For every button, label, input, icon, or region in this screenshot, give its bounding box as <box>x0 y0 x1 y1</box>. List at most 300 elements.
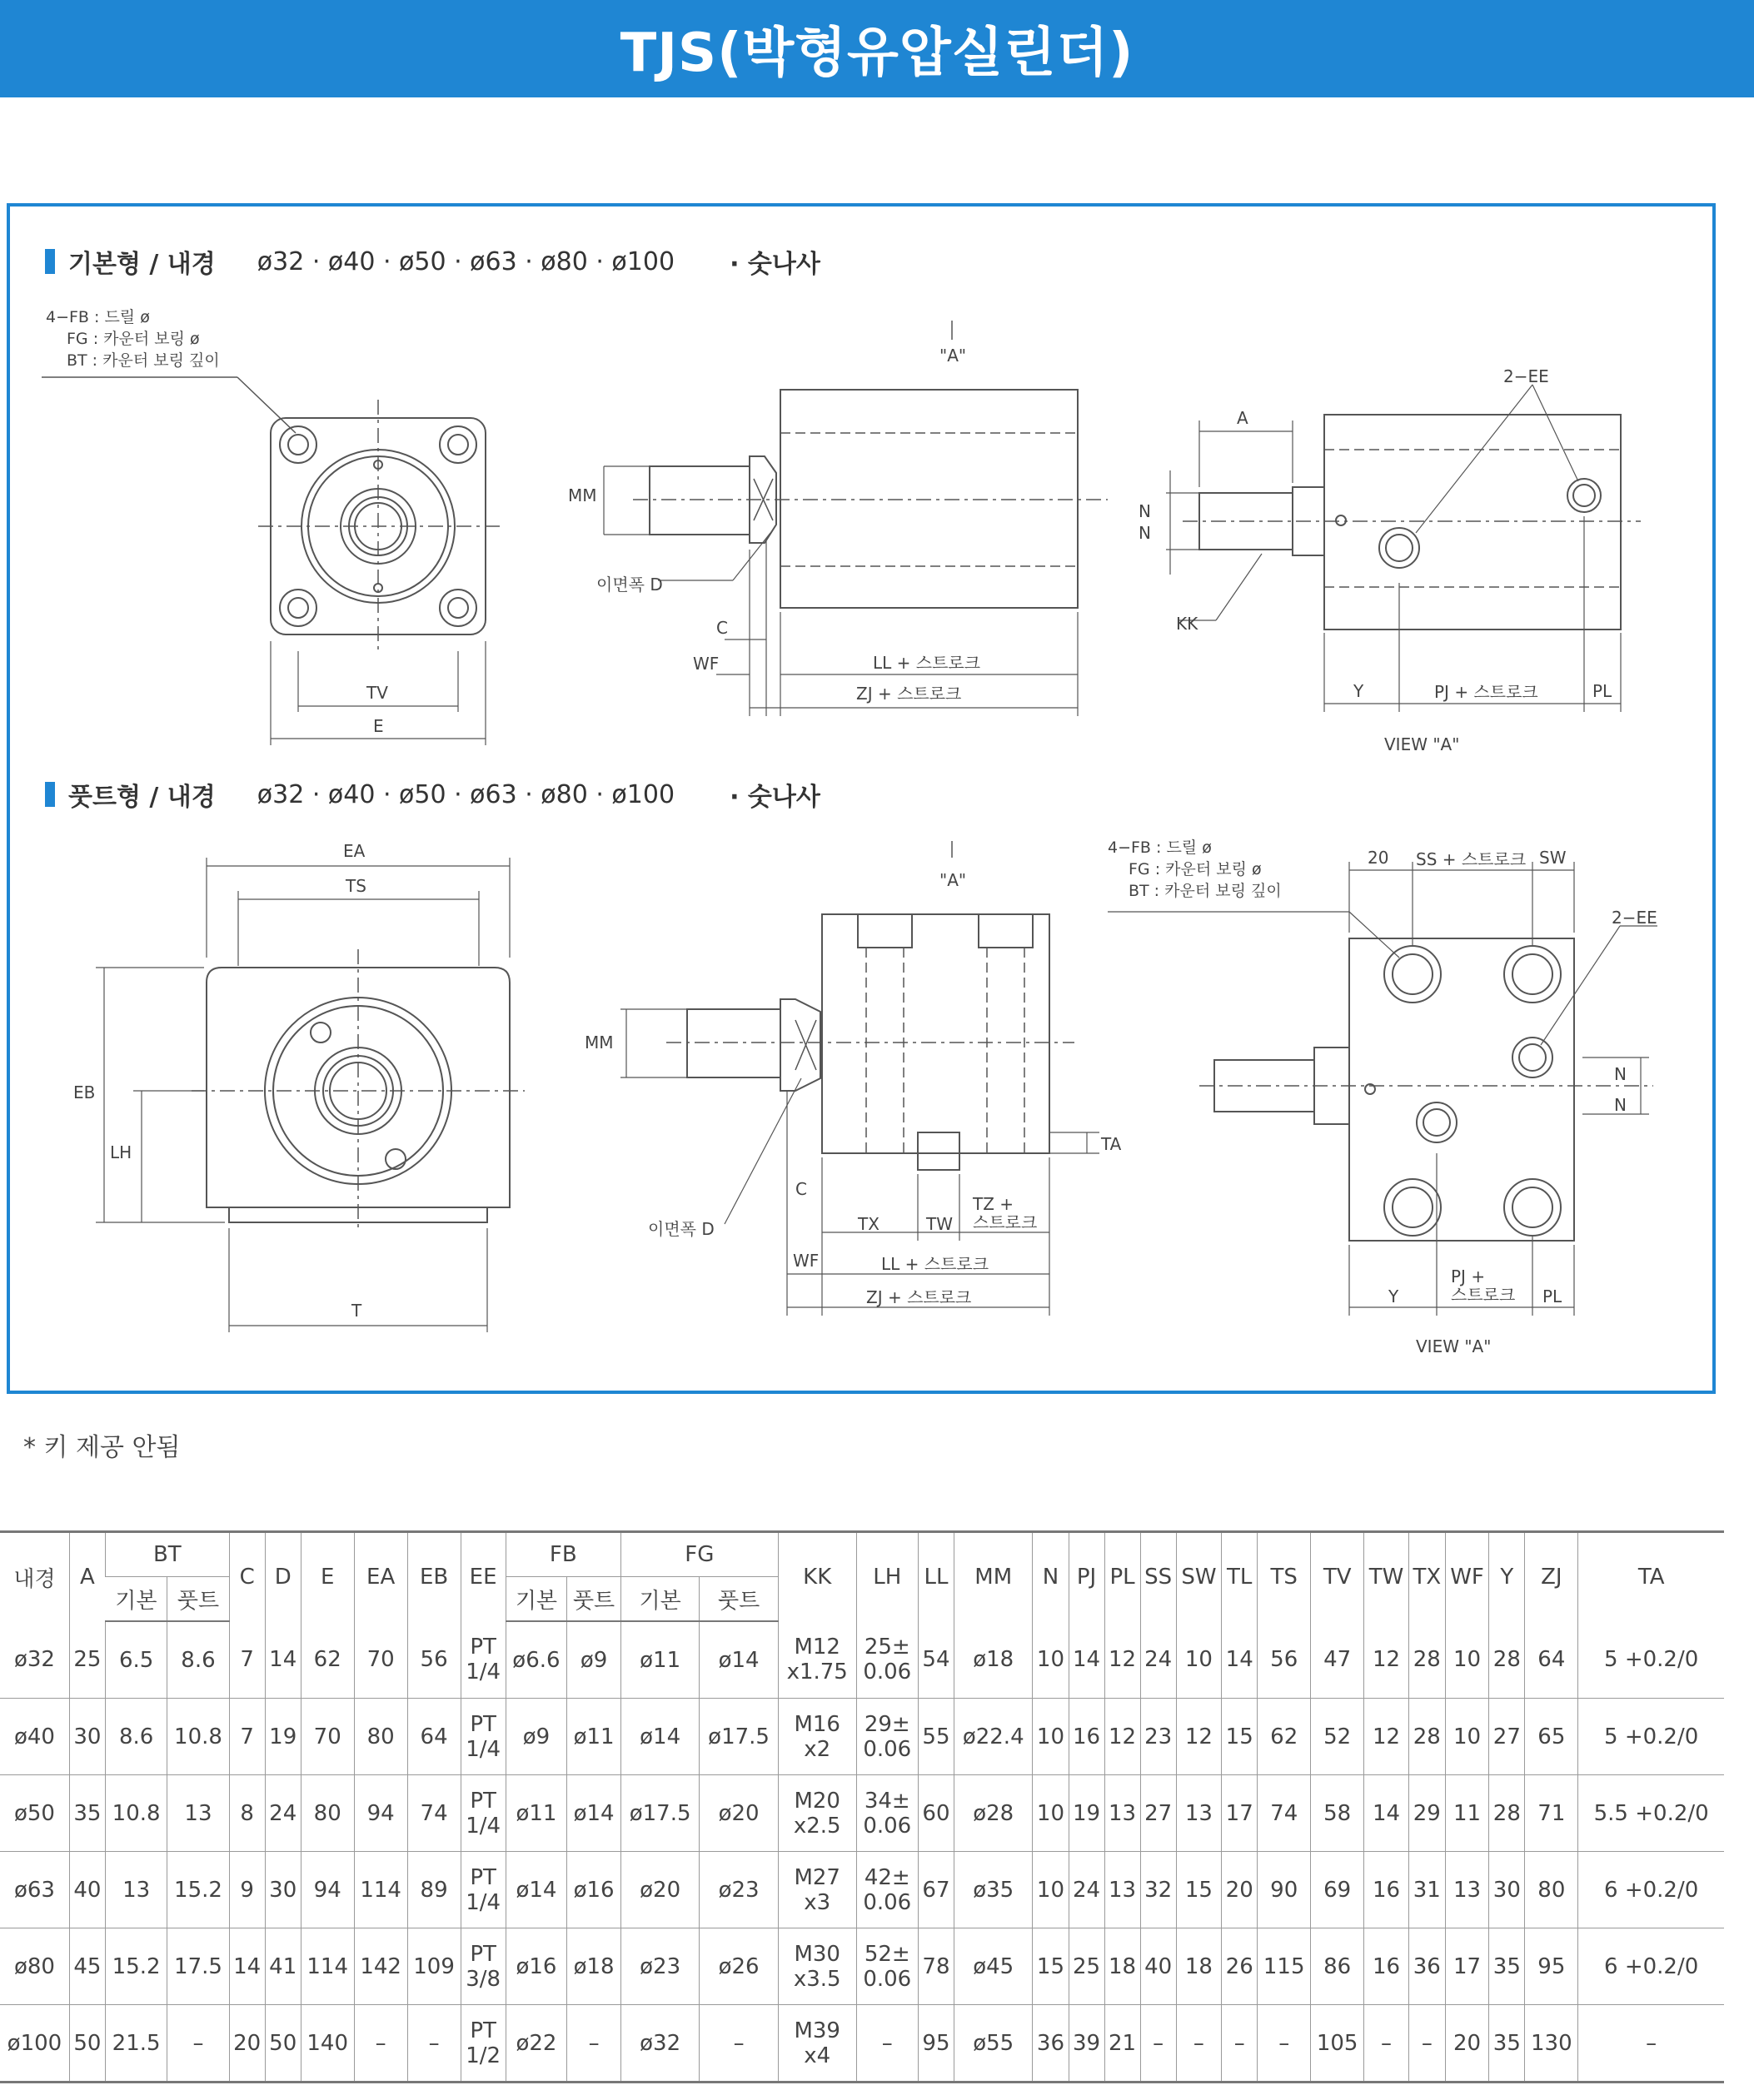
dim-tz-line: 스트로크 <box>973 1212 1038 1232</box>
table-cell: 95 <box>918 2005 954 2083</box>
table-cell: 30 <box>69 1699 105 1775</box>
table-cell: 29± 0.06 <box>856 1699 918 1775</box>
table-cell: 78 <box>918 1928 954 2005</box>
col-header: N <box>1033 1532 1069 1622</box>
dim-c: C <box>716 618 728 638</box>
view-a-label: VIEW "A" <box>1384 734 1460 754</box>
col-header: FG <box>620 1532 778 1577</box>
table-cell: 109 <box>407 1928 461 2005</box>
table-cell: 14 <box>1069 1621 1104 1699</box>
table-cell: 27 <box>1140 1775 1176 1852</box>
table-cell: ø6.6 <box>506 1621 567 1699</box>
table-row <box>0 1699 1724 1775</box>
dim-tx: TX <box>858 1214 879 1234</box>
col-header: TX <box>1408 1532 1445 1622</box>
table-cell: 10 <box>1445 1699 1489 1775</box>
col-header: WF <box>1445 1532 1489 1622</box>
dim-sw: SW <box>1539 848 1567 868</box>
col-header: TW <box>1364 1532 1409 1622</box>
table-cell: ø18 <box>567 1928 621 2005</box>
col-header: TV <box>1311 1532 1364 1622</box>
dim-y: Y <box>1353 681 1364 701</box>
table-cell: 26 <box>1222 1928 1258 2005</box>
table-cell: 94 <box>354 1775 407 1852</box>
page-title: TJS(박형유압실린더) <box>620 22 1134 84</box>
table-cell: 24 <box>1140 1621 1176 1699</box>
dim-zj: ZJ + 스트로크 <box>856 684 962 704</box>
table-cell: 13 <box>1104 1775 1140 1852</box>
table-cell: – <box>1578 2005 1724 2083</box>
table-cell: 15.2 <box>167 1852 229 1928</box>
table-cell: 50 <box>69 2005 105 2083</box>
table-cell: – <box>1176 2005 1222 2083</box>
table-cell: 10 <box>1033 1621 1069 1699</box>
table-cell: 74 <box>1258 1775 1311 1852</box>
table-row <box>0 1928 1724 2005</box>
table-cell: 16 <box>1364 1928 1409 2005</box>
dim-n: N <box>1614 1095 1627 1115</box>
table-cell: PT 1/4 <box>461 1852 506 1928</box>
col-header: BT <box>105 1532 229 1577</box>
table-cell: 9 <box>229 1852 265 1928</box>
note-line: 4−FB : 드릴 ø <box>1108 839 1212 857</box>
table-cell: M20 x2.5 <box>778 1775 856 1852</box>
dim-pj: PJ + 스트로크 <box>1434 682 1538 702</box>
table-cell: 20 <box>1445 2005 1489 2083</box>
foot-view-a <box>1108 862 1657 1316</box>
basic-side-view <box>604 321 1108 716</box>
table-cell: 15 <box>1033 1928 1069 2005</box>
dim-pj-line: PJ + <box>1451 1266 1486 1286</box>
col-header: SW <box>1176 1532 1222 1622</box>
table-cell: PT 1/4 <box>461 1775 506 1852</box>
table-cell: 105 <box>1311 2005 1364 2083</box>
table-cell: 95 <box>1525 1928 1578 2005</box>
table-cell: ø40 <box>0 1699 69 1775</box>
table-cell: 35 <box>69 1775 105 1852</box>
table-cell: 86 <box>1311 1928 1364 2005</box>
sub-header: 기본 <box>620 1577 699 1622</box>
dim-n: N <box>1139 501 1151 521</box>
dim-width-across: 이면폭 D <box>648 1219 715 1239</box>
table-cell: 58 <box>1311 1775 1364 1852</box>
table-cell: 114 <box>301 1928 354 2005</box>
table-cell: 10 <box>1445 1621 1489 1699</box>
table-cell: ø32 <box>0 1621 69 1699</box>
dim-view-arrow: "A" <box>939 870 967 890</box>
dim-kk: KK <box>1176 614 1198 634</box>
table-cell: ø23 <box>700 1852 778 1928</box>
table-cell: 90 <box>1258 1852 1311 1928</box>
table-cell: 52 <box>1311 1699 1364 1775</box>
table-cell: ø14 <box>567 1775 621 1852</box>
dim-pj <box>1451 1267 1515 1304</box>
table-cell: – <box>354 2005 407 2083</box>
dim-ee: 2−EE <box>1612 908 1657 928</box>
section-basic-label: 기본형 / 내경 <box>68 250 216 279</box>
dim-n: N <box>1614 1064 1627 1084</box>
table-cell: 140 <box>301 2005 354 2083</box>
basic-front-view <box>42 377 500 745</box>
col-header: E <box>301 1532 354 1622</box>
table-cell: 20 <box>229 2005 265 2083</box>
dim-n: N <box>1139 523 1151 543</box>
table-cell: 80 <box>1525 1852 1578 1928</box>
table-cell: 28 <box>1408 1621 1445 1699</box>
table-cell: 64 <box>407 1699 461 1775</box>
table-cell: ø63 <box>0 1852 69 1928</box>
table-cell: 29 <box>1408 1775 1445 1852</box>
table-row <box>0 1775 1724 1852</box>
table-cell: 12 <box>1364 1621 1409 1699</box>
basic-hole-note <box>46 306 220 371</box>
table-cell: 62 <box>1258 1699 1311 1775</box>
dim-pl: PL <box>1542 1286 1562 1306</box>
table-cell: 35 <box>1489 1928 1525 2005</box>
table-cell: 5 +0.2/0 <box>1578 1699 1724 1775</box>
table-cell: ø14 <box>506 1852 567 1928</box>
col-header: LL <box>918 1532 954 1622</box>
table-cell: 62 <box>301 1621 354 1699</box>
spec-table-body <box>0 1621 1724 2083</box>
dim-ll: LL + 스트로크 <box>873 653 981 673</box>
table-cell: 34± 0.06 <box>856 1775 918 1852</box>
dim-tw: TW <box>926 1214 953 1234</box>
table-cell: 17.5 <box>167 1928 229 2005</box>
table-cell: PT 3/8 <box>461 1928 506 2005</box>
note-line: 4−FB : 드릴 ø <box>46 308 150 326</box>
table-cell: 13 <box>167 1775 229 1852</box>
foot-front-view <box>96 858 525 1332</box>
table-cell: 13 <box>105 1852 167 1928</box>
table-cell: 89 <box>407 1852 461 1928</box>
view-a-label: VIEW "A" <box>1416 1336 1492 1356</box>
table-row <box>0 2005 1724 2083</box>
dim-ts: TS <box>346 876 366 896</box>
spec-table <box>0 1530 1724 2083</box>
table-cell: 10 <box>1033 1775 1069 1852</box>
table-cell: 15 <box>1222 1699 1258 1775</box>
col-header: KK <box>778 1532 856 1622</box>
table-cell: – <box>1140 2005 1176 2083</box>
table-cell: 11 <box>1445 1775 1489 1852</box>
dim-t: T <box>351 1301 362 1321</box>
table-cell: 18 <box>1104 1928 1140 2005</box>
table-cell: 27 <box>1489 1699 1525 1775</box>
dim-y: Y <box>1388 1286 1399 1306</box>
dim-ta: TA <box>1101 1134 1122 1154</box>
table-cell: 28 <box>1489 1621 1525 1699</box>
table-cell: ø17.5 <box>700 1699 778 1775</box>
table-cell: ø17.5 <box>620 1775 699 1852</box>
dim-tv: TV <box>366 683 388 703</box>
table-cell: 13 <box>1176 1775 1222 1852</box>
table-cell: 56 <box>407 1621 461 1699</box>
dim-width-across: 이면폭 D <box>596 575 663 595</box>
table-cell: ø50 <box>0 1775 69 1852</box>
table-cell: PT 1/2 <box>461 2005 506 2083</box>
note-line: BT : 카운터 보링 깊이 <box>67 351 220 370</box>
table-cell: 80 <box>354 1699 407 1775</box>
dim-ss: SS + 스트로크 <box>1416 849 1527 869</box>
dim-lh: LH <box>110 1142 132 1162</box>
table-cell: 70 <box>301 1699 354 1775</box>
table-cell: ø55 <box>954 2005 1033 2083</box>
table-cell: PT 1/4 <box>461 1621 506 1699</box>
col-header: TL <box>1222 1532 1258 1622</box>
table-cell: ø14 <box>620 1699 699 1775</box>
sub-header: 풋트 <box>567 1577 621 1622</box>
table-cell: 71 <box>1525 1775 1578 1852</box>
table-cell: 12 <box>1104 1699 1140 1775</box>
table-cell: 21 <box>1104 2005 1140 2083</box>
table-header-row <box>0 1532 1724 1577</box>
dim-a: A <box>1237 408 1248 428</box>
table-cell: 114 <box>354 1852 407 1928</box>
table-cell: 30 <box>1489 1852 1525 1928</box>
section-basic-sizes: ø32 · ø40 · ø50 · ø63 · ø80 · ø100 <box>257 246 675 276</box>
table-cell: ø35 <box>954 1852 1033 1928</box>
table-cell: 5 +0.2/0 <box>1578 1621 1724 1699</box>
table-cell: 64 <box>1525 1621 1578 1699</box>
table-cell: 94 <box>301 1852 354 1928</box>
col-header: MM <box>954 1532 1033 1622</box>
table-cell: 12 <box>1104 1621 1140 1699</box>
col-header: A <box>69 1532 105 1622</box>
table-cell: ø32 <box>620 2005 699 2083</box>
col-header: 내경 <box>0 1532 69 1622</box>
table-cell: 18 <box>1176 1928 1222 2005</box>
foot-hole-note <box>1108 837 1282 902</box>
table-cell: ø20 <box>620 1852 699 1928</box>
table-cell: 17 <box>1445 1928 1489 2005</box>
table-cell: 36 <box>1033 2005 1069 2083</box>
table-cell: 30 <box>265 1852 301 1928</box>
table-cell: M27 x3 <box>778 1852 856 1928</box>
col-header: PL <box>1104 1532 1140 1622</box>
sub-header: 기본 <box>105 1577 167 1622</box>
col-header: TS <box>1258 1532 1311 1622</box>
table-cell: 40 <box>69 1852 105 1928</box>
table-row <box>0 1852 1724 1928</box>
table-cell: ø22.4 <box>954 1699 1033 1775</box>
note-line: BT : 카운터 보링 깊이 <box>1129 882 1282 900</box>
dim-pj-line: 스트로크 <box>1451 1285 1516 1305</box>
table-cell: 5.5 +0.2/0 <box>1578 1775 1724 1852</box>
dim-20: 20 <box>1368 848 1389 868</box>
table-cell: 69 <box>1311 1852 1364 1928</box>
table-cell: 115 <box>1258 1928 1311 2005</box>
table-cell: 45 <box>69 1928 105 2005</box>
table-cell: 15.2 <box>105 1928 167 2005</box>
table-cell: ø26 <box>700 1928 778 2005</box>
table-cell: ø45 <box>954 1928 1033 2005</box>
table-cell: 39 <box>1069 2005 1104 2083</box>
table-cell: 14 <box>1364 1775 1409 1852</box>
table-cell: ø20 <box>700 1775 778 1852</box>
table-cell: 19 <box>265 1699 301 1775</box>
dim-tz-line: TZ + <box>973 1194 1014 1214</box>
table-cell: – <box>1258 2005 1311 2083</box>
table-cell: ø9 <box>567 1621 621 1699</box>
table-cell: 25 <box>69 1621 105 1699</box>
table-cell: 6.5 <box>105 1621 167 1699</box>
col-header: C <box>229 1532 265 1622</box>
table-cell: – <box>1364 2005 1409 2083</box>
dim-ea: EA <box>343 841 366 861</box>
note-line: FG : 카운터 보링 ø <box>67 330 200 348</box>
table-cell: – <box>1408 2005 1445 2083</box>
table-cell: 10 <box>1176 1621 1222 1699</box>
table-cell: 10.8 <box>105 1775 167 1852</box>
table-cell: 15 <box>1176 1852 1222 1928</box>
table-cell: 10.8 <box>167 1699 229 1775</box>
col-header: Y <box>1489 1532 1525 1622</box>
table-cell: ø22 <box>506 2005 567 2083</box>
dim-wf: WF <box>693 654 720 674</box>
table-cell: 8 <box>229 1775 265 1852</box>
col-header: EA <box>354 1532 407 1622</box>
table-cell: 6 +0.2/0 <box>1578 1852 1724 1928</box>
col-header: FB <box>506 1532 620 1577</box>
table-cell: 10 <box>1033 1852 1069 1928</box>
table-cell: 41 <box>265 1928 301 2005</box>
dim-ll: LL + 스트로크 <box>881 1254 989 1274</box>
table-cell: ø11 <box>620 1621 699 1699</box>
table-cell: 13 <box>1104 1852 1140 1928</box>
sub-header: 풋트 <box>167 1577 229 1622</box>
dim-tz <box>973 1195 1037 1232</box>
dim-c: C <box>795 1179 807 1199</box>
table-cell: M30 x3.5 <box>778 1928 856 2005</box>
table-cell: 130 <box>1525 2005 1578 2083</box>
table-cell: 28 <box>1489 1775 1525 1852</box>
table-cell: 24 <box>1069 1852 1104 1928</box>
table-cell: M16 x2 <box>778 1699 856 1775</box>
table-cell: 25± 0.06 <box>856 1621 918 1699</box>
sub-header: 기본 <box>506 1577 567 1622</box>
table-cell: 8.6 <box>105 1699 167 1775</box>
table-cell: 14 <box>229 1928 265 2005</box>
section-foot-sizes: ø32 · ø40 · ø50 · ø63 · ø80 · ø100 <box>257 779 675 809</box>
table-cell: 50 <box>265 2005 301 2083</box>
table-cell: 17 <box>1222 1775 1258 1852</box>
table-cell: 21.5 <box>105 2005 167 2083</box>
table-cell: 54 <box>918 1621 954 1699</box>
table-cell: 65 <box>1525 1699 1578 1775</box>
table-cell: 14 <box>265 1621 301 1699</box>
col-header: EB <box>407 1532 461 1622</box>
table-cell: 12 <box>1176 1699 1222 1775</box>
table-cell: 70 <box>354 1621 407 1699</box>
section-foot-label: 풋트형 / 내경 <box>68 783 216 812</box>
table-cell: 16 <box>1364 1852 1409 1928</box>
footnote: * 키 제공 안됨 <box>23 1433 181 1462</box>
table-cell: ø14 <box>700 1621 778 1699</box>
table-cell: 52± 0.06 <box>856 1928 918 2005</box>
dim-eb: EB <box>73 1082 96 1102</box>
table-cell: 6 +0.2/0 <box>1578 1928 1724 2005</box>
section-basic-tap: · 숫나사 <box>730 250 820 279</box>
table-cell: 8.6 <box>167 1621 229 1699</box>
table-cell: 12 <box>1364 1699 1409 1775</box>
dim-mm: MM <box>568 485 597 505</box>
table-cell: – <box>856 2005 918 2083</box>
table-cell: 80 <box>301 1775 354 1852</box>
table-cell: – <box>407 2005 461 2083</box>
basic-view-a <box>1166 385 1641 712</box>
table-cell: 25 <box>1069 1928 1104 2005</box>
table-cell: 40 <box>1140 1928 1176 2005</box>
dim-wf: WF <box>793 1251 820 1271</box>
table-cell: 142 <box>354 1928 407 2005</box>
table-cell: 56 <box>1258 1621 1311 1699</box>
table-cell: ø28 <box>954 1775 1033 1852</box>
table-cell: 28 <box>1408 1699 1445 1775</box>
table-cell: ø80 <box>0 1928 69 2005</box>
table-cell: 13 <box>1445 1852 1489 1928</box>
table-cell: 36 <box>1408 1928 1445 2005</box>
dim-zj: ZJ + 스트로크 <box>866 1287 972 1307</box>
table-cell: ø9 <box>506 1699 567 1775</box>
table-cell: 19 <box>1069 1775 1104 1852</box>
note-line: FG : 카운터 보링 ø <box>1129 860 1262 878</box>
col-header: D <box>265 1532 301 1622</box>
dim-mm: MM <box>585 1033 614 1052</box>
table-cell: M39 x4 <box>778 2005 856 2083</box>
table-cell: 42± 0.06 <box>856 1852 918 1928</box>
table-cell: 55 <box>918 1699 954 1775</box>
dim-pl: PL <box>1592 681 1612 701</box>
table-cell: – <box>167 2005 229 2083</box>
col-header: PJ <box>1069 1532 1104 1622</box>
table-cell: – <box>700 2005 778 2083</box>
table-row <box>0 1621 1724 1699</box>
table-cell: ø11 <box>567 1699 621 1775</box>
table-cell: – <box>567 2005 621 2083</box>
col-header: LH <box>856 1532 918 1622</box>
table-cell: M12 x1.75 <box>778 1621 856 1699</box>
table-cell: 47 <box>1311 1621 1364 1699</box>
foot-side-view <box>620 841 1099 1316</box>
table-cell: ø11 <box>506 1775 567 1852</box>
section-foot-tap: · 숫나사 <box>730 783 820 812</box>
col-header: EE <box>461 1532 506 1622</box>
col-header: TA <box>1578 1532 1724 1622</box>
table-cell: ø18 <box>954 1621 1033 1699</box>
col-header: ZJ <box>1525 1532 1578 1622</box>
table-cell: ø100 <box>0 2005 69 2083</box>
table-cell: 14 <box>1222 1621 1258 1699</box>
table-cell: 35 <box>1489 2005 1525 2083</box>
table-cell: 23 <box>1140 1699 1176 1775</box>
table-cell: 31 <box>1408 1852 1445 1928</box>
col-header: SS <box>1140 1532 1176 1622</box>
dim-e: E <box>373 716 384 736</box>
table-cell: 7 <box>229 1621 265 1699</box>
table-cell: 32 <box>1140 1852 1176 1928</box>
sub-header: 풋트 <box>700 1577 778 1622</box>
table-cell: – <box>1222 2005 1258 2083</box>
dim-ee: 2−EE <box>1503 366 1549 386</box>
table-cell: 60 <box>918 1775 954 1852</box>
table-cell: ø16 <box>567 1852 621 1928</box>
table-cell: ø16 <box>506 1928 567 2005</box>
table-cell: 24 <box>265 1775 301 1852</box>
table-cell: ø23 <box>620 1928 699 2005</box>
table-cell: 74 <box>407 1775 461 1852</box>
table-cell: 20 <box>1222 1852 1258 1928</box>
